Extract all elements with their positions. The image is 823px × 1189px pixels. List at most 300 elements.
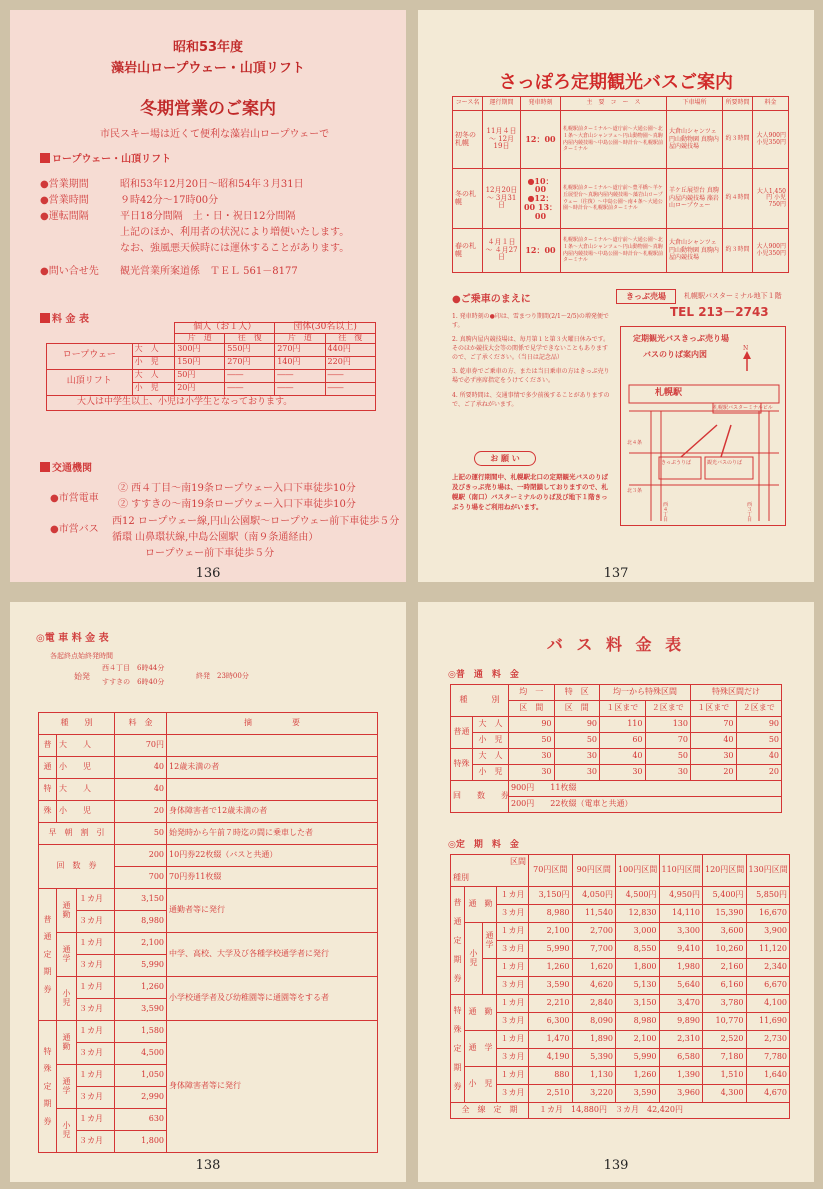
th: 110円区間 [659, 855, 703, 887]
cell: １カ月 [77, 1109, 115, 1131]
cell [483, 959, 497, 995]
start-1: 西４丁目 6時44分 [102, 664, 165, 672]
cell: 3,590 [529, 977, 573, 995]
page-138 [10, 602, 406, 1182]
cell: 1,640 [746, 1067, 790, 1085]
th: １区まで [691, 701, 737, 717]
cell: １カ月 [77, 1065, 115, 1087]
first-label: 各起終点始終発時間 [50, 652, 113, 660]
end-time: 終発 23時00分 [196, 672, 249, 680]
cell: 110 [600, 717, 646, 733]
cell: 70円券11枚綴 [167, 867, 378, 889]
cell: 1,390 [659, 1067, 703, 1085]
cell: 15,390 [703, 905, 747, 923]
cell: 11,120 [746, 941, 790, 959]
cell: 9,410 [659, 941, 703, 959]
page-title: バ ス 料 金 表 [546, 635, 686, 654]
fare-note: 大人は中学生以上、小児は小学生となっております。 [47, 395, 376, 410]
cell: 回 数 券 [39, 845, 115, 889]
cell: 3,470 [659, 995, 703, 1013]
cell: 大 人 [473, 717, 509, 733]
tram-line-2: ② すすきの～南19条ロープウェー入口下車徒歩10分 [118, 499, 356, 510]
top-spread [0, 0, 823, 594]
cell: ―― [275, 382, 325, 395]
cell: 3,000 [616, 923, 660, 941]
cell: 10,260 [703, 941, 747, 959]
cell: 30 [600, 765, 646, 781]
info-key: ●営業時間 [40, 195, 89, 206]
cell: ３カ月 [497, 977, 529, 995]
cell: 7,180 [703, 1049, 747, 1067]
cell: 30 [509, 765, 555, 781]
bus-normal-table [450, 684, 782, 813]
cell: 中学、高校、大学及び各種学校通学者に発行 [167, 933, 378, 977]
cell: 20 [115, 801, 167, 823]
cell: 早 朝 割 引 [39, 823, 115, 845]
cell: 50 [509, 733, 555, 749]
cell: 200円 22枚綴（電車と共通） [509, 797, 782, 813]
before-boarding-label: ご乗車のまえに [460, 294, 531, 305]
th: 均 一 [509, 685, 555, 701]
cell: 3,590 [115, 999, 167, 1021]
cell: 小 児 [465, 1067, 497, 1103]
cell: 700 [115, 867, 167, 889]
group-label: 特殊定期券 [39, 1021, 57, 1153]
tour-name: 初冬の札幌 [453, 111, 483, 169]
cell: 900円 11枚綴 [509, 781, 782, 797]
map-nishi3: 西３丁目 [747, 502, 753, 523]
cell: ３カ月 [497, 1049, 529, 1067]
cell: 殊 [39, 801, 57, 823]
cell: 1,800 [616, 959, 660, 977]
cell: 30 [691, 749, 737, 765]
cell: 身体障害者で12歳未満の者 [167, 801, 378, 823]
cell: 小 児 [57, 801, 115, 823]
cell: 2,100 [529, 923, 573, 941]
cell: １カ月 [77, 889, 115, 911]
cell: ―― [325, 369, 375, 382]
tour-time: ●10：00 ●12：00 13：00 [521, 169, 561, 229]
bottom-spread [0, 594, 823, 1189]
section-transport [40, 462, 92, 475]
cell: 6,160 [703, 977, 747, 995]
cell: 50 [645, 749, 691, 765]
cell: ３カ月 [497, 941, 529, 959]
cell: 4,620 [572, 977, 616, 995]
page-number: 139 [603, 1158, 629, 1173]
th: 区 間 [509, 701, 555, 717]
cell: 1,580 [115, 1021, 167, 1043]
section-teiki: ◎定 期 料 金 [448, 840, 519, 850]
cell: 20 [691, 765, 737, 781]
cell: 4,500 [115, 1043, 167, 1065]
tram-line-1: ② 西４丁目～南19条ロープウェー入口下車徒歩10分 [118, 483, 356, 494]
map-station: 札幌駅 [655, 388, 683, 398]
cell: 6,300 [529, 1013, 573, 1031]
cell: 5,390 [572, 1049, 616, 1067]
cell: 3,150円 [529, 887, 573, 905]
cell: 通 勤 [465, 995, 497, 1031]
cell: 普通 [451, 717, 473, 749]
th: 種別 [451, 871, 529, 887]
th: コース名 [453, 97, 483, 111]
row-adult: 大 人 [132, 343, 175, 356]
cell: ３カ月 [77, 999, 115, 1021]
cell: 小学校通学者及び幼稚園等に通園等をする者 [167, 977, 378, 1021]
cell: 2,730 [746, 1031, 790, 1049]
th: 摘 要 [167, 713, 378, 735]
tour-period: 11月４日 ～ 12月19日 [483, 111, 521, 169]
cell: 2,100 [616, 1031, 660, 1049]
cell: 通学 [57, 1065, 77, 1109]
cell: 11,690 [746, 1013, 790, 1031]
cell: 小 児 [473, 733, 509, 749]
bus-teiki-table [450, 854, 790, 1119]
cell: 150円 [175, 356, 225, 369]
page-title: 冬期営業のご案内 [140, 99, 276, 119]
cell: 2,160 [703, 959, 747, 977]
tour-stop: 大倉山シャンツェ 円山動物園 真駒内屋内競技場 [667, 229, 723, 273]
cell: 1,260 [616, 1067, 660, 1085]
page-137 [418, 10, 814, 582]
th: 料 金 [115, 713, 167, 735]
tour-fare: 大人1,450円 小児750円 [753, 169, 789, 229]
cell: 550円 [225, 343, 275, 356]
north-arrow-icon [739, 351, 755, 373]
cell: 2,990 [115, 1087, 167, 1109]
cell: １カ月 [497, 887, 529, 905]
cell: 220円 [325, 356, 375, 369]
section-transport-label: 交通機関 [52, 463, 92, 474]
cell: 10円券22枚綴（バスと共通） [167, 845, 378, 867]
tour-time: 12：00 [521, 111, 561, 169]
th: 料金 [753, 97, 789, 111]
cell: 60 [600, 733, 646, 749]
onegai-badge: お 願 い [474, 451, 536, 466]
cell: 630 [115, 1109, 167, 1131]
map-diagram [621, 375, 787, 525]
cell: 6,670 [746, 977, 790, 995]
onegai-text: 上記の運行期間中、札幌駅北口の定期観光バスのりば及びきっぷ売り場は、一時閉鎖しておりますので、札幌駅（南口）バスターミナルのりば及び地下１階きっぷうり場をご利用ねがいます。 [452, 473, 608, 512]
info-period [40, 178, 340, 191]
cell: 8,980 [529, 905, 573, 923]
th: 所要時間 [723, 97, 753, 111]
cell: 通 学 [465, 1031, 497, 1067]
north-label: N [743, 345, 749, 352]
page-number: 137 [603, 566, 629, 581]
intro-text: 市民スキー場は近くて便利な藻岩山ロープウェーで [100, 129, 330, 140]
cell: 2,700 [572, 923, 616, 941]
cell: ―― [225, 382, 275, 395]
tour-course: 札幌駅前ターミナル～道庁前～大通公園～北１条～大倉山シャンツェ～円山動物園～真駒内屋内競技場～中島公園～時計台～札幌駅前ターミナル [561, 229, 667, 273]
th: 特 区 [554, 685, 600, 701]
cell: 小 児 [473, 765, 509, 781]
info-value: 平日18分間隔 土・日・祝日12分間隔 [120, 211, 296, 222]
cell: ３カ月 [497, 1013, 529, 1031]
cell: 全 線 定 期 [451, 1103, 529, 1119]
cell: ―― [225, 369, 275, 382]
map-noriba: 観光バスのりば [707, 460, 743, 466]
cell: 3,150 [616, 995, 660, 1013]
cell: ３カ月 [77, 1131, 115, 1153]
cell: 通勤者等に発行 [167, 889, 378, 933]
cell: １カ月 [77, 933, 115, 955]
th: ２区まで [736, 701, 782, 717]
cell: 40 [600, 749, 646, 765]
cell: 通 勤 [465, 887, 497, 923]
cell: 8,550 [616, 941, 660, 959]
cell: 普 [39, 735, 57, 757]
cell: 90 [509, 717, 555, 733]
cell: 特 [39, 779, 57, 801]
cell: 40 [691, 733, 737, 749]
note: 2. 真駒内屋内競技場は、毎月第１と第３火曜日休みです。そのほか競技大会等の関係で見学できないこともありますので、ご了承ください。（当日は記念品） [452, 336, 610, 361]
info-hours [40, 194, 340, 207]
cell: 大 人 [57, 735, 115, 757]
cell: 16,670 [746, 905, 790, 923]
head-group: 団体(30名以上) [275, 323, 376, 334]
cell: 8,090 [572, 1013, 616, 1031]
head-rt: 往 復 [225, 333, 275, 343]
cell: 4,500円 [616, 887, 660, 905]
tour-row [453, 169, 789, 229]
cell: 40 [115, 779, 167, 801]
cell: 1,130 [572, 1067, 616, 1085]
cell: ３カ月 [77, 1043, 115, 1065]
cell: 11,540 [572, 905, 616, 923]
cell: 1,260 [115, 977, 167, 999]
cell: 4,050円 [572, 887, 616, 905]
cell: 2,310 [659, 1031, 703, 1049]
tour-stop: 大倉山シャンツェ 円山動物園 真駒内屋内競技場 [667, 111, 723, 169]
tour-name: 春の札幌 [453, 229, 483, 273]
cell: 5,130 [616, 977, 660, 995]
tour-fare: 大人900円 小児350円 [753, 229, 789, 273]
page-title: さっぽろ定期観光バスご案内 [499, 72, 733, 93]
cell: 4,300 [703, 1085, 747, 1103]
th: 区間 [451, 855, 529, 871]
cell: 通学 [57, 933, 77, 977]
cell: 4,950円 [659, 887, 703, 905]
cell: 小児 [57, 1109, 77, 1153]
cell: 300円 [175, 343, 225, 356]
info-block [40, 178, 350, 278]
year-label: 昭和53年度 [172, 40, 244, 55]
group-label: 普通定期券 [451, 887, 465, 995]
cell: 3,780 [703, 995, 747, 1013]
cell: ―― [275, 369, 325, 382]
tour-duration: 約３時間 [723, 111, 753, 169]
cell: 8,980 [616, 1013, 660, 1031]
cell: 50 [554, 733, 600, 749]
page-136 [10, 10, 406, 582]
note: 1. 発車時刻の●印は、雪まつり期間(2/1～2/5)の増発便です。 [452, 313, 609, 329]
cell: １カ月 [497, 959, 529, 977]
square-bullet-icon [40, 462, 50, 472]
section-fare-label: 料 金 表 [52, 314, 89, 325]
th: 均一から特殊区間 [600, 685, 691, 701]
cell: 2,100 [115, 933, 167, 955]
th: 特殊区間だけ [691, 685, 782, 701]
cell: 小 児 [465, 923, 483, 995]
note-1: 上記のほか、利用者の状況により増便いたします。 [120, 227, 350, 238]
cell: 4,190 [529, 1049, 573, 1067]
cell: 通勤 [57, 889, 77, 933]
cell: 2,840 [572, 995, 616, 1013]
cell: 70 [645, 733, 691, 749]
head-one: 片 道 [175, 333, 225, 343]
boarding-notes [452, 313, 612, 409]
cell: ３カ月 [497, 1085, 529, 1103]
head-one: 片 道 [275, 333, 325, 343]
tour-duration: 約４時間 [723, 169, 753, 229]
section-normal: ◎普 通 料 金 [448, 670, 519, 680]
cell: 1,620 [572, 959, 616, 977]
cell: 30 [554, 749, 600, 765]
cell: 70円 [115, 735, 167, 757]
contact-value: 観光営業所案道係 ＴＥＬ 561－8177 [120, 266, 298, 277]
cell: 40 [736, 749, 782, 765]
cell [167, 779, 378, 801]
cell: 身体障害者等に発行 [167, 1021, 378, 1153]
cell: 5,640 [659, 977, 703, 995]
cell: 2,510 [529, 1085, 573, 1103]
th: 120円区間 [703, 855, 747, 887]
cell: 3,220 [572, 1085, 616, 1103]
cell: １カ月 [497, 923, 529, 941]
cell: 880 [529, 1067, 573, 1085]
tour-course: 札幌駅前ターミナル～道庁前～豊平橋～羊ケ丘展望台～真駒内屋内競技場～藻岩山ロープウェー（往復）～中島公園～南４条～大通公園～時計台～札幌駅前ターミナル [561, 169, 667, 229]
tour-stop: 羊ケ丘展望台 真駒内屋内競技場 藻岩山ロープウェー [667, 169, 723, 229]
group-label: 特殊定期券 [451, 995, 465, 1103]
cell: 6,580 [659, 1049, 703, 1067]
th: 下車場所 [667, 97, 723, 111]
info-value: 昭和53年12月20日～昭和54年３月31日 [120, 179, 304, 190]
cell: 1,510 [703, 1067, 747, 1085]
head-individual: 個人（お１人） [175, 323, 275, 334]
cell: 40 [115, 757, 167, 779]
cell: 5,990 [616, 1049, 660, 1067]
start-2: すすきの 6時40分 [102, 678, 165, 686]
cell: 14,110 [659, 905, 703, 923]
th: 発車時刻 [521, 97, 561, 111]
th: 90円区間 [572, 855, 616, 887]
ticket-location: 札幌駅バスターミナル地下１階 [684, 292, 782, 300]
cell: 1,890 [572, 1031, 616, 1049]
bus-line-3: ロープウェー前下車徒歩５分 [145, 548, 275, 559]
th: 運行期間 [483, 97, 521, 111]
tour-name: 冬の札幌 [453, 169, 483, 229]
cell: １カ月 [77, 977, 115, 999]
cell: 1,050 [115, 1065, 167, 1087]
cell: 4,670 [746, 1085, 790, 1103]
cell: 90 [554, 717, 600, 733]
page-number: 138 [195, 1158, 221, 1173]
info-key: ●運転間隔 [40, 211, 89, 222]
row-child: 小 児 [132, 382, 175, 395]
cell: 90 [736, 717, 782, 733]
contact-key: ●問い合せ先 [40, 266, 99, 277]
cell: １カ月 [77, 1021, 115, 1043]
cell: 小 児 [57, 757, 115, 779]
cell: 5,400円 [703, 887, 747, 905]
note: 3. 乾車券でご乗車の方、または当日乗車の方はきっぷ売り場で必ず座席指定をうけてください。 [452, 368, 610, 385]
th: 70円区間 [529, 855, 573, 887]
cell: 20 [736, 765, 782, 781]
cell: 4,100 [746, 995, 790, 1013]
cell: 30 [645, 765, 691, 781]
map-kippu: きっぷうりば [661, 460, 692, 466]
cell: 3,600 [703, 923, 747, 941]
cell: 1,470 [529, 1031, 573, 1049]
map-title-2: バスのりば案内図 [643, 349, 707, 359]
cell: 3,590 [616, 1085, 660, 1103]
subtitle: 藻岩山ロープウェー・山頂リフト [111, 61, 305, 76]
cell: ―― [325, 382, 375, 395]
map-title-1: 定期観光バスきっぷ売り場 [633, 333, 729, 343]
cell: 大 人 [473, 749, 509, 765]
cell: 10,770 [703, 1013, 747, 1031]
cell: 50 [115, 823, 167, 845]
tour-time: 12：00 [521, 229, 561, 273]
th: 区 間 [554, 701, 600, 717]
cell: １カ月 14,880円 ３カ月 42,420円 [529, 1103, 790, 1119]
cell: 大 人 [57, 779, 115, 801]
cell: 9,890 [659, 1013, 703, 1031]
bus-line-1: 西12 ロープウェー線,円山公園駅～ロープウェー前下車徒歩５分 [112, 516, 400, 527]
cell: １カ月 [497, 995, 529, 1013]
cell: 1,800 [115, 1131, 167, 1153]
bus-line-2: 循環 山鼻環状線,中島公園駅（南９条通経由） [112, 532, 319, 543]
th: 主 要 コ ー ス [561, 97, 667, 111]
section-ropeway [40, 153, 171, 166]
map-kita4: 北４条 [627, 440, 643, 446]
cell: 130 [645, 717, 691, 733]
start-key: 始発 [74, 672, 90, 681]
cell: 1,260 [529, 959, 573, 977]
cell: 回 数 券 [451, 781, 509, 813]
cell: 30 [554, 765, 600, 781]
cell: 3,300 [659, 923, 703, 941]
page-title: ◎電 車 料 金 表 [36, 633, 109, 644]
cell: 270円 [275, 343, 325, 356]
note: 4. 所要時間は、交通事情で多少前後することがありますので、ご了承ねがいます。 [452, 391, 610, 408]
cell: 3,900 [746, 923, 790, 941]
blank [47, 323, 175, 344]
cell: 始発時から午前７時迄の間に乗車した者 [167, 823, 378, 845]
tour-duration: 約３時間 [723, 229, 753, 273]
cell: ３カ月 [497, 905, 529, 923]
row-name: 山頂リフト [47, 369, 133, 395]
map-terminal: 札幌駅バスターミナルビル [713, 405, 773, 411]
tour-row [453, 229, 789, 273]
info-interval [40, 210, 340, 223]
cell: 7,700 [572, 941, 616, 959]
tour-table [452, 96, 789, 273]
cell: 270円 [225, 356, 275, 369]
cell: 12歳未満の者 [167, 757, 378, 779]
cell: 通 学 [483, 923, 497, 959]
th: 種 別 [39, 713, 115, 735]
cell: 通 [39, 757, 57, 779]
cell: 8,980 [115, 911, 167, 933]
th: 100円区間 [616, 855, 660, 887]
page-number: 136 [195, 566, 221, 581]
cell: 12,830 [616, 905, 660, 923]
map-box [620, 326, 786, 526]
cell [167, 735, 378, 757]
group-label: 普通定期券 [39, 889, 57, 1021]
